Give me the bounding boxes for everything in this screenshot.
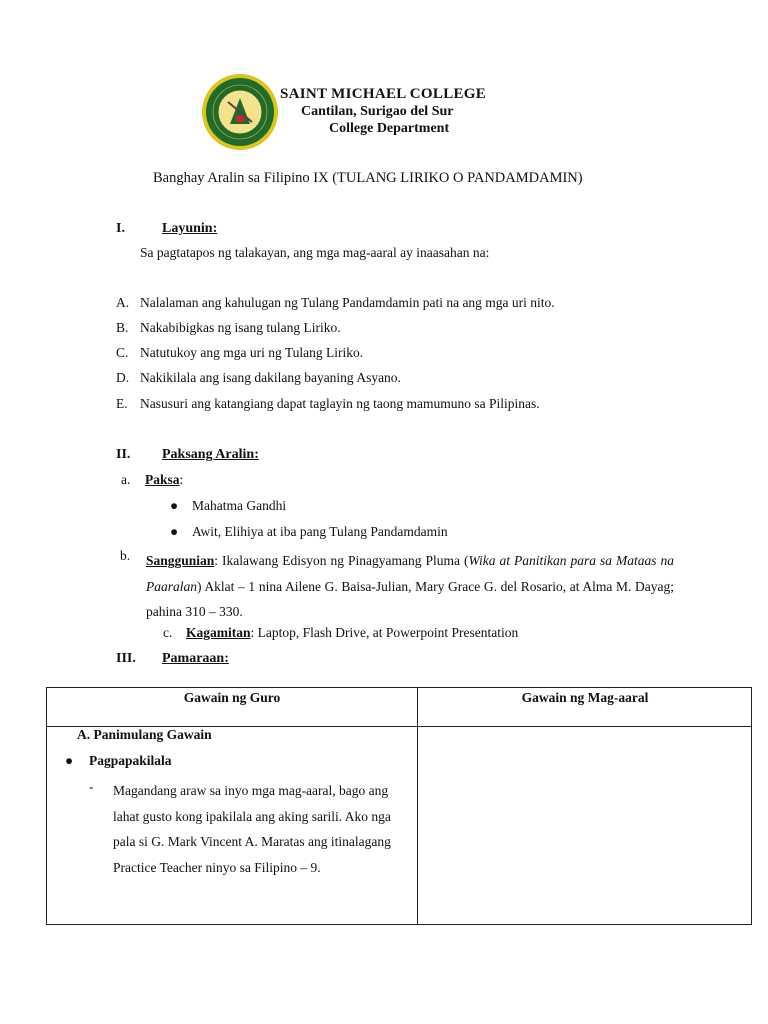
lesson-activity-table — [46, 687, 752, 925]
objective-item — [116, 345, 363, 361]
objective-text: Nalalaman ang kahulugan ng Tulang Pandamdamin pati na ang mga uri nito. — [140, 295, 555, 310]
objective-item — [116, 370, 401, 386]
bullet-icon: ● — [170, 524, 179, 539]
school-address: Cantilan, Surigao del Sur — [301, 104, 454, 119]
column-header-student: Gawain ng Mag-aaral — [521, 690, 649, 705]
section-3-heading: Pamaraan: — [162, 651, 229, 666]
paksa-letter: a. — [121, 472, 131, 487]
bullet-icon: ● — [65, 753, 74, 768]
sanggunian-letter: b. — [120, 548, 131, 563]
paksa-colon: : — [179, 472, 184, 487]
section-1-heading: Layunin: — [162, 221, 218, 236]
objective-letter: B. — [116, 320, 129, 335]
paksa-row — [145, 472, 183, 488]
objectives-intro: Sa pagtatapos ng talakayan, ang mga mag-aaral ay inaasahan na: — [140, 245, 490, 260]
column-header-teacher: Gawain ng Guro — [183, 690, 281, 705]
objective-item — [116, 295, 555, 311]
objective-letter: D. — [116, 370, 130, 385]
activity-heading: A. Panimulang Gawain — [77, 727, 212, 742]
objective-text: Natutukoy ang mga uri ng Tulang Liriko. — [140, 345, 364, 360]
dash-marker: - — [89, 779, 94, 794]
paksa-item-text: Mahatma Gandhi — [192, 498, 287, 513]
objective-text: Nasusuri ang katangiang dapat taglayin ng taong mamumuno sa Pilipinas. — [140, 396, 540, 411]
kagamitan-label: Kagamitan — [186, 625, 251, 640]
teacher-speech: Magandang araw sa inyo mga mag-aaral, bago ang lahat gusto kong ipakilala ang aking sarili. Ako nga pala si G. Mark Vincent A. Maratas ang itinalagang Practice Teacher ninyo sa Filipino – 9. — [113, 783, 391, 875]
objective-letter: A. — [116, 295, 130, 310]
school-department: College Department — [329, 121, 450, 136]
objective-item — [116, 320, 341, 336]
section-1-numeral: I. — [116, 221, 125, 236]
kagamitan-row — [186, 625, 518, 641]
sanggunian-book-title: Wika at Panitikan para sa Mataas na Paaralan — [146, 553, 674, 594]
objective-text: Nakabibigkas ng isang tulang Liriko. — [140, 320, 341, 335]
paksa-label: Paksa — [145, 472, 180, 487]
sanggunian-paragraph — [146, 548, 674, 625]
objective-letter: C. — [116, 345, 129, 360]
activity-bullet — [65, 753, 172, 769]
section-2-heading: Paksang Aralin: — [162, 447, 259, 462]
school-seal-logo — [200, 72, 280, 152]
paksa-item — [170, 498, 286, 514]
bullet-icon: ● — [170, 498, 179, 513]
school-name: SAINT MICHAEL COLLEGE — [280, 86, 487, 102]
kagamitan-text: : Laptop, Flash Drive, at Powerpoint Presentation — [250, 625, 519, 640]
objective-item — [116, 396, 540, 412]
kagamitan-letter: c. — [163, 625, 173, 640]
document-title: Banghay Aralin sa Filipino IX (TULANG LIRIKO O PANDAMDAMIN) — [153, 170, 583, 186]
sanggunian-text-before: : Ikalawang Edisyon ng Pinagyamang Pluma ( — [214, 553, 469, 568]
table-column-divider — [417, 688, 418, 924]
paksa-item — [170, 524, 448, 540]
objective-letter: E. — [116, 396, 128, 411]
section-3-numeral: III. — [116, 651, 136, 666]
sanggunian-label: Sanggunian — [146, 553, 215, 568]
paksa-item-text: Awit, Elihiya at iba pang Tulang Pandamdamin — [192, 524, 448, 539]
section-2-numeral: II. — [116, 447, 131, 462]
sanggunian-text-after: ) Aklat – 1 nina Ailene G. Baisa-Julian, Mary Grace G. del Rosario, at Alma M. Dayag; pahina 310 – 330. — [146, 578, 674, 619]
activity-bullet-text: Pagpapakilala — [89, 753, 172, 768]
objective-text: Nakikilala ang isang dakilang bayaning Asyano. — [140, 370, 401, 385]
